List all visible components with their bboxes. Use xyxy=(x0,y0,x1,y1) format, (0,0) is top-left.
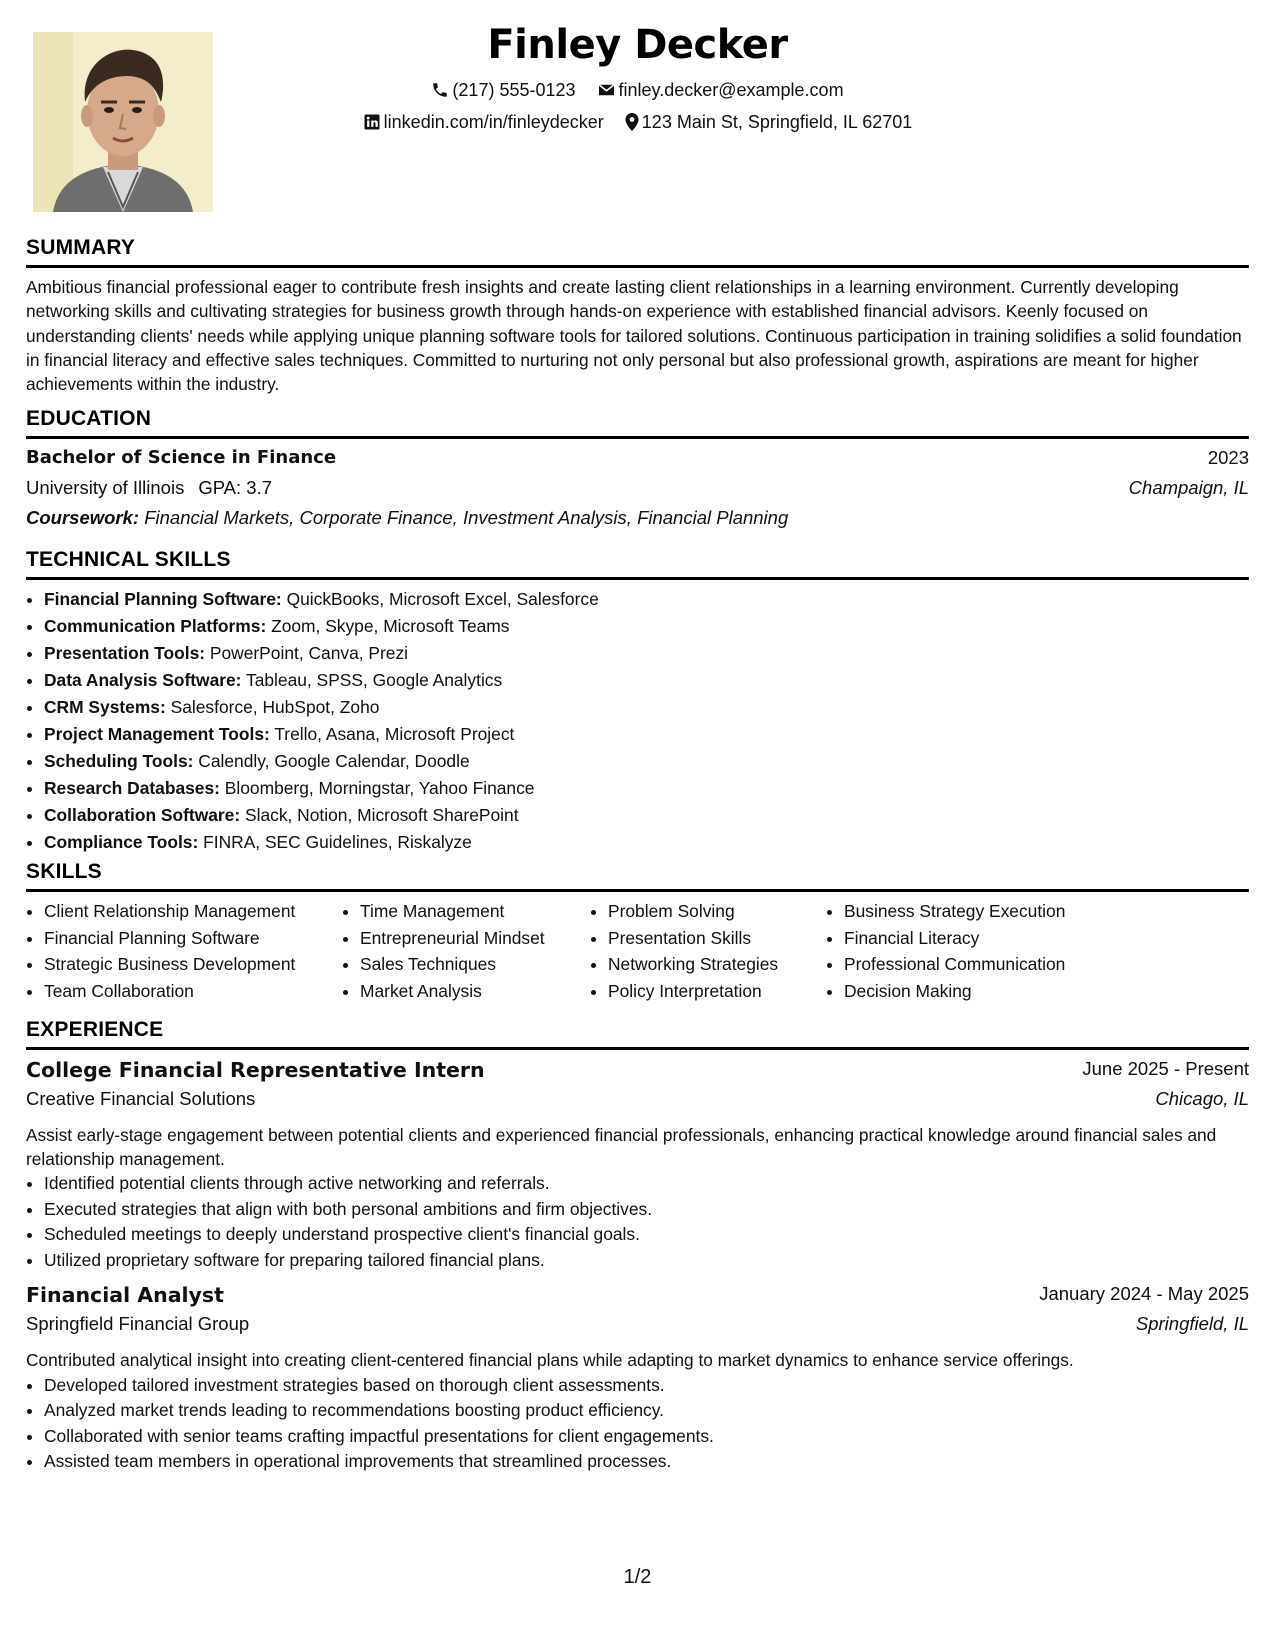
list-item: • Client Relationship Management xyxy=(44,898,342,925)
list-item: • Sales Techniques xyxy=(360,951,590,978)
job-entry xyxy=(26,1058,1249,1273)
list-item: • Financial Planning Software xyxy=(44,925,342,952)
list-item xyxy=(44,829,1249,856)
job-location: Chicago, IL xyxy=(1155,1088,1249,1109)
list-item: • Assisted team members in operational improvements that streamlined processes. xyxy=(44,1449,1249,1475)
list-item xyxy=(44,802,1249,829)
job-title-row xyxy=(26,1283,1249,1313)
company-row xyxy=(26,1088,1249,1118)
list-item: • Problem Solving xyxy=(608,898,826,925)
list-item: • Developed tailored investment strategies based on thorough client assessments. xyxy=(44,1373,1249,1399)
skills-column-2 xyxy=(342,898,590,1004)
list-item xyxy=(44,694,1249,721)
graduation-year: 2023 xyxy=(1207,447,1249,468)
degree-row xyxy=(26,447,1249,477)
skill-category: Project Management Tools: xyxy=(44,724,270,744)
skill-values: Bloomberg, Morningstar, Yahoo Finance xyxy=(224,778,535,798)
list-item xyxy=(44,586,1249,613)
coursework-list: Financial Markets, Corporate Finance, Investment Analysis, Financial Planning xyxy=(144,507,789,528)
job-entry xyxy=(26,1283,1249,1475)
skill-values: Trello, Asana, Microsoft Project xyxy=(274,724,515,744)
phone-contact[interactable] xyxy=(431,80,575,101)
list-item: • Professional Communication xyxy=(844,951,1124,978)
skill-category: Presentation Tools: xyxy=(44,643,206,663)
school-row xyxy=(26,477,1249,507)
section-heading: SKILLS xyxy=(26,860,1249,892)
summary-text: Ambitious financial professional eager to contribute fresh insights and create lasting client relationships in a learning environment. Currently developing networking skills and cultivating strategies for business growth through hands-on experience with established financial advisors. Keenly focused on understanding clients' needs while applying unique planning software tools for tailored solutions. Continuous participation in training solidifies a solid foundation in financial literacy and effective sales techniques. Committed to nurturing not only personal but also professional growth, aspirations are meant for higher achievements within the industry. xyxy=(26,277,1242,395)
skills-column-4 xyxy=(826,898,1124,1004)
job-bullets xyxy=(26,1373,1249,1475)
summary-section xyxy=(26,236,1249,396)
job-dates: January 2024 - May 2025 xyxy=(1039,1283,1249,1304)
list-item: • Presentation Skills xyxy=(608,925,826,952)
envelope-icon xyxy=(597,81,616,99)
coursework xyxy=(26,507,788,529)
list-item: • Identified potential clients through active networking and referrals. xyxy=(44,1171,1249,1197)
list-item: • Entrepreneurial Mindset xyxy=(360,925,590,952)
coursework-label: Coursework: xyxy=(26,507,140,528)
school-info xyxy=(26,477,272,499)
job-title: Financial Analyst xyxy=(26,1283,224,1307)
list-item xyxy=(44,775,1249,802)
list-item: • Collaborated with senior teams crafting impactful presentations for client engagements. xyxy=(44,1424,1249,1450)
job-title-row xyxy=(26,1058,1249,1088)
skill-values: Salesforce, HubSpot, Zoho xyxy=(170,697,380,717)
linkedin-url: linkedin.com/in/finleydecker xyxy=(383,112,604,132)
linkedin-icon xyxy=(363,113,381,131)
list-item: • Analyzed market trends leading to recommendations boosting product efficiency. xyxy=(44,1398,1249,1424)
section-heading: EDUCATION xyxy=(26,407,1249,439)
section-heading: EXPERIENCE xyxy=(26,1018,1249,1050)
linkedin-contact[interactable] xyxy=(363,112,604,133)
skill-values: PowerPoint, Canva, Prezi xyxy=(209,643,409,663)
list-item: • Strategic Business Development xyxy=(44,951,342,978)
company-name: Creative Financial Solutions xyxy=(26,1088,256,1109)
contact-line-1 xyxy=(26,80,1249,101)
list-item: • Market Analysis xyxy=(360,978,590,1005)
contact-line-2 xyxy=(26,112,1249,133)
list-item: • Team Collaboration xyxy=(44,978,342,1005)
list-item xyxy=(44,667,1249,694)
section-heading: TECHNICAL SKILLS xyxy=(26,548,1249,580)
candidate-name: Finley Decker xyxy=(487,22,788,68)
list-item xyxy=(44,748,1249,775)
technical-skills-section xyxy=(26,548,1249,856)
skill-category: Collaboration Software: xyxy=(44,805,241,825)
skill-category: CRM Systems: xyxy=(44,697,166,717)
skill-category: Compliance Tools: xyxy=(44,832,199,852)
list-item: • Utilized proprietary software for preparing tailored financial plans. xyxy=(44,1248,1249,1274)
list-item xyxy=(44,721,1249,748)
job-bullets xyxy=(26,1171,1249,1273)
job-description: Assist early-stage engagement between potential clients and experienced financial professionals, enhancing practical knowledge around financial sales and relationship management. xyxy=(26,1125,1217,1169)
job-description: Contributed analytical insight into creating client-centered financial plans while adapting to market dynamics to enhance service offerings. xyxy=(26,1350,1074,1370)
skill-values: Slack, Notion, Microsoft SharePoint xyxy=(244,805,519,825)
gpa: GPA: 3.7 xyxy=(198,477,273,498)
list-item: • Policy Interpretation xyxy=(608,978,826,1005)
list-item: • Decision Making xyxy=(844,978,1124,1005)
skill-category: Research Databases: xyxy=(44,778,220,798)
experience-section xyxy=(26,1018,1249,1475)
phone-icon xyxy=(431,81,449,99)
list-item: • Financial Literacy xyxy=(844,925,1124,952)
page-number: 1/2 xyxy=(623,1566,652,1588)
list-item xyxy=(44,613,1249,640)
list-item: • Time Management xyxy=(360,898,590,925)
skills-section xyxy=(26,860,1249,1004)
education-section xyxy=(26,407,1249,537)
technical-skills-list xyxy=(26,586,1249,856)
list-item xyxy=(44,640,1249,667)
section-heading: SUMMARY xyxy=(26,236,1249,268)
skill-values: Tableau, SPSS, Google Analytics xyxy=(246,670,503,690)
email-address: finley.decker@example.com xyxy=(618,80,844,100)
coursework-row xyxy=(26,507,1249,537)
skill-category: Financial Planning Software: xyxy=(44,589,282,609)
list-item: • Executed strategies that align with both personal ambitions and firm objectives. xyxy=(44,1197,1249,1223)
company-row xyxy=(26,1313,1249,1343)
company-name: Springfield Financial Group xyxy=(26,1313,250,1334)
skill-category: Communication Platforms: xyxy=(44,616,267,636)
skill-category: Scheduling Tools: xyxy=(44,751,194,771)
skill-category: Data Analysis Software: xyxy=(44,670,242,690)
list-item: • Business Strategy Execution xyxy=(844,898,1124,925)
skill-values: Calendly, Google Calendar, Doodle xyxy=(198,751,470,771)
skill-values: QuickBooks, Microsoft Excel, Salesforce xyxy=(286,589,599,609)
skills-columns xyxy=(26,898,1249,1004)
skills-column-1 xyxy=(26,898,342,1004)
job-dates: June 2025 - Present xyxy=(1082,1058,1249,1079)
skill-values: Zoom, Skype, Microsoft Teams xyxy=(271,616,510,636)
school-location: Champaign, IL xyxy=(1128,477,1249,498)
street-address: 123 Main St, Springfield, IL 62701 xyxy=(641,112,913,132)
address-contact xyxy=(625,112,913,133)
job-location: Springfield, IL xyxy=(1135,1313,1249,1334)
job-title: College Financial Representative Intern xyxy=(26,1058,485,1082)
list-item: • Networking Strategies xyxy=(608,951,826,978)
email-contact[interactable] xyxy=(597,80,844,101)
phone-number: (217) 555-0123 xyxy=(452,80,576,100)
school-name: University of Illinois xyxy=(26,477,185,498)
resume-page xyxy=(26,0,1249,1650)
map-pin-icon xyxy=(625,113,639,131)
skill-values: FINRA, SEC Guidelines, Riskalyze xyxy=(203,832,472,852)
skills-column-3 xyxy=(590,898,826,1004)
degree-name: Bachelor of Science in Finance xyxy=(26,447,337,468)
list-item: • Scheduled meetings to deeply understand prospective client's financial goals. xyxy=(44,1222,1249,1248)
